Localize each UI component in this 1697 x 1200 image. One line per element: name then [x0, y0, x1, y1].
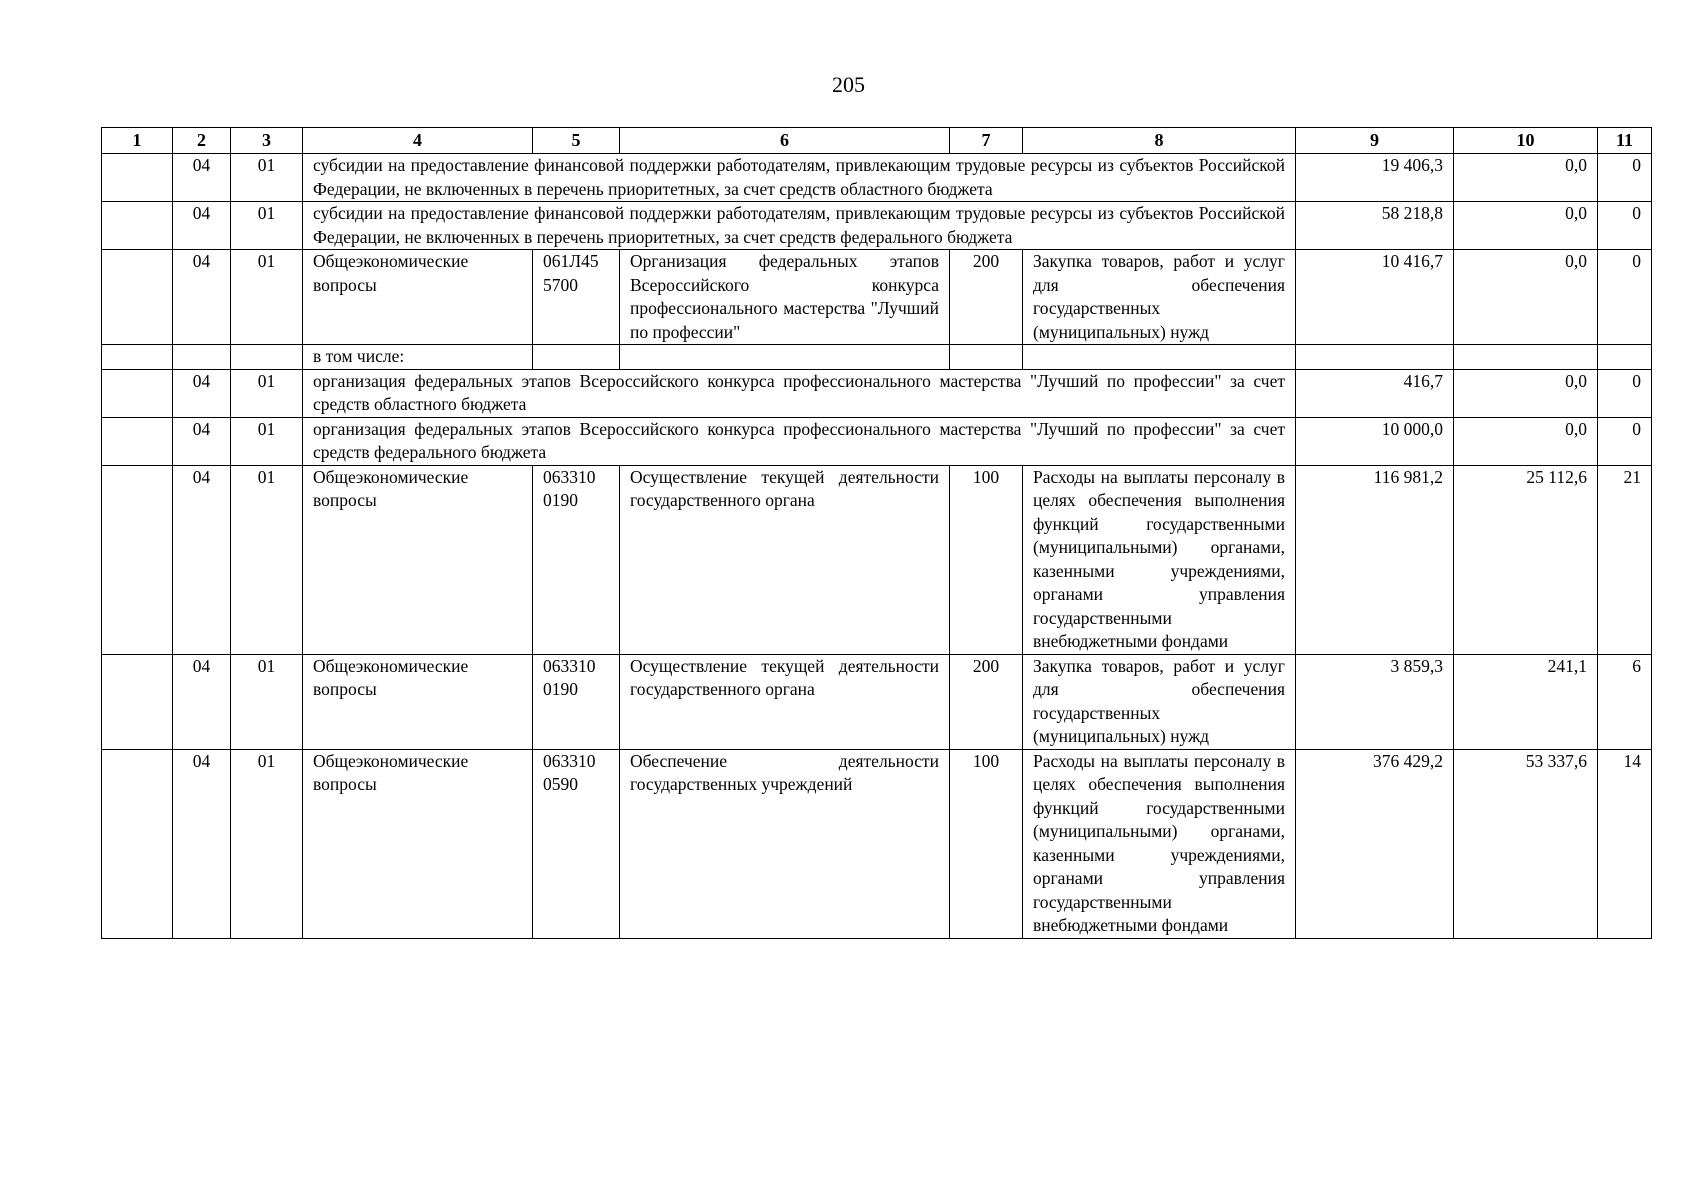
cell-description: субсидии на предоставление финансовой поддержки работодателям, привлекающим трудовые ресурсы из субъектов Российской Федерации, не включенных в перечень приоритетных, за счет средств областного бюджета	[303, 154, 1296, 202]
cell-section-name: Общеэкономические вопросы	[303, 465, 533, 654]
table-row	[102, 417, 1652, 465]
header-cell: 9	[1296, 128, 1454, 154]
table-row	[102, 154, 1652, 202]
cell-description: организация федеральных этапов Всероссийского конкурса профессионального мастерства "Лучший по профессии" за счет средств областного бюджета	[303, 369, 1296, 417]
cell-empty	[1454, 345, 1598, 370]
cell-subsection: 01	[231, 654, 303, 749]
cell-amount: 376 429,2	[1296, 749, 1454, 938]
cell-expense-type-code: 200	[950, 250, 1023, 345]
cell-amount-executed: 0,0	[1454, 154, 1598, 202]
cell-percent: 21	[1598, 465, 1652, 654]
cell-section: 04	[173, 202, 231, 250]
cell-description: субсидии на предоставление финансовой поддержки работодателям, привлекающим трудовые ресурсы из субъектов Российской Федерации, не включенных в перечень приоритетных, за счет средств федерального бюджета	[303, 202, 1296, 250]
cell-empty	[102, 154, 173, 202]
cell-empty	[173, 345, 231, 370]
table-row	[102, 749, 1652, 938]
cell-empty	[1023, 345, 1296, 370]
cell-empty	[1598, 345, 1652, 370]
cell-target-name: Осуществление текущей деятельности государственного органа	[620, 465, 950, 654]
cell-section: 04	[173, 250, 231, 345]
cell-empty	[1296, 345, 1454, 370]
cell-empty	[102, 202, 173, 250]
cell-expense-type-code: 200	[950, 654, 1023, 749]
header-cell: 5	[533, 128, 620, 154]
cell-empty	[102, 654, 173, 749]
cell-target-code: 063310 0590	[533, 749, 620, 938]
cell-target-code: 063310 0190	[533, 465, 620, 654]
header-cell: 2	[173, 128, 231, 154]
cell-empty	[231, 345, 303, 370]
cell-amount: 416,7	[1296, 369, 1454, 417]
header-cell: 8	[1023, 128, 1296, 154]
header-cell: 11	[1598, 128, 1652, 154]
cell-amount-executed: 25 112,6	[1454, 465, 1598, 654]
table-row	[102, 202, 1652, 250]
table-row-subtitle	[102, 345, 1652, 370]
cell-amount: 10 000,0	[1296, 417, 1454, 465]
cell-amount-executed: 0,0	[1454, 417, 1598, 465]
cell-subsection: 01	[231, 250, 303, 345]
header-cell: 1	[102, 128, 173, 154]
cell-subsection: 01	[231, 369, 303, 417]
cell-target-name: Организация федеральных этапов Всероссийского конкурса профессионального мастерства "Лучший по профессии"	[620, 250, 950, 345]
cell-description: организация федеральных этапов Всероссийского конкурса профессионального мастерства "Лучший по профессии" за счет средств федерального бюджета	[303, 417, 1296, 465]
cell-expense-type-name: Закупка товаров, работ и услуг для обеспечения государственных (муниципальных) нужд	[1023, 654, 1296, 749]
cell-percent: 6	[1598, 654, 1652, 749]
cell-amount: 19 406,3	[1296, 154, 1454, 202]
header-cell: 10	[1454, 128, 1598, 154]
cell-percent: 0	[1598, 202, 1652, 250]
cell-empty	[102, 345, 173, 370]
cell-empty	[533, 345, 620, 370]
budget-table	[101, 127, 1652, 939]
cell-percent: 0	[1598, 250, 1652, 345]
header-row	[102, 128, 1652, 154]
cell-empty	[102, 417, 173, 465]
cell-expense-type-name: Закупка товаров, работ и услуг для обеспечения государственных (муниципальных) нужд	[1023, 250, 1296, 345]
table-row	[102, 250, 1652, 345]
table-row	[102, 369, 1652, 417]
cell-section-name: Общеэкономические вопросы	[303, 250, 533, 345]
cell-section: 04	[173, 749, 231, 938]
header-cell: 6	[620, 128, 950, 154]
table-row	[102, 654, 1652, 749]
cell-amount-executed: 0,0	[1454, 202, 1598, 250]
cell-expense-type-name: Расходы на выплаты персоналу в целях обеспечения выполнения функций государственными (муниципальными) органами, казенными учреждениями, органами управления государственными внебюджетными фондами	[1023, 749, 1296, 938]
cell-including-label: в том числе:	[303, 345, 533, 370]
cell-percent: 0	[1598, 154, 1652, 202]
cell-expense-type-code: 100	[950, 749, 1023, 938]
cell-amount-executed: 0,0	[1454, 369, 1598, 417]
cell-subsection: 01	[231, 202, 303, 250]
header-cell: 7	[950, 128, 1023, 154]
cell-target-code: 063310 0190	[533, 654, 620, 749]
cell-subsection: 01	[231, 417, 303, 465]
cell-empty	[950, 345, 1023, 370]
cell-target-code: 061Л45 5700	[533, 250, 620, 345]
cell-target-name: Обеспечение деятельности государственных учреждений	[620, 749, 950, 938]
cell-target-name: Осуществление текущей деятельности государственного органа	[620, 654, 950, 749]
cell-amount-executed: 0,0	[1454, 250, 1598, 345]
cell-amount-executed: 53 337,6	[1454, 749, 1598, 938]
cell-subsection: 01	[231, 154, 303, 202]
cell-empty	[620, 345, 950, 370]
table-row	[102, 465, 1652, 654]
header-cell: 4	[303, 128, 533, 154]
cell-section-name: Общеэкономические вопросы	[303, 654, 533, 749]
cell-amount: 10 416,7	[1296, 250, 1454, 345]
cell-section: 04	[173, 417, 231, 465]
cell-expense-type-name: Расходы на выплаты персоналу в целях обеспечения выполнения функций государственными (муниципальными) органами, казенными учреждениями, органами управления государственными внебюджетными фондами	[1023, 465, 1296, 654]
cell-percent: 0	[1598, 417, 1652, 465]
cell-section-name: Общеэкономические вопросы	[303, 749, 533, 938]
cell-empty	[102, 749, 173, 938]
cell-section: 04	[173, 654, 231, 749]
cell-amount: 3 859,3	[1296, 654, 1454, 749]
cell-amount: 58 218,8	[1296, 202, 1454, 250]
cell-amount-executed: 241,1	[1454, 654, 1598, 749]
cell-percent: 0	[1598, 369, 1652, 417]
cell-amount: 116 981,2	[1296, 465, 1454, 654]
cell-section: 04	[173, 465, 231, 654]
cell-section: 04	[173, 369, 231, 417]
page-number: 205	[832, 72, 865, 97]
header-cell: 3	[231, 128, 303, 154]
cell-percent: 14	[1598, 749, 1652, 938]
cell-subsection: 01	[231, 749, 303, 938]
cell-empty	[102, 369, 173, 417]
cell-empty	[102, 250, 173, 345]
cell-expense-type-code: 100	[950, 465, 1023, 654]
cell-section: 04	[173, 154, 231, 202]
cell-empty	[102, 465, 173, 654]
cell-subsection: 01	[231, 465, 303, 654]
